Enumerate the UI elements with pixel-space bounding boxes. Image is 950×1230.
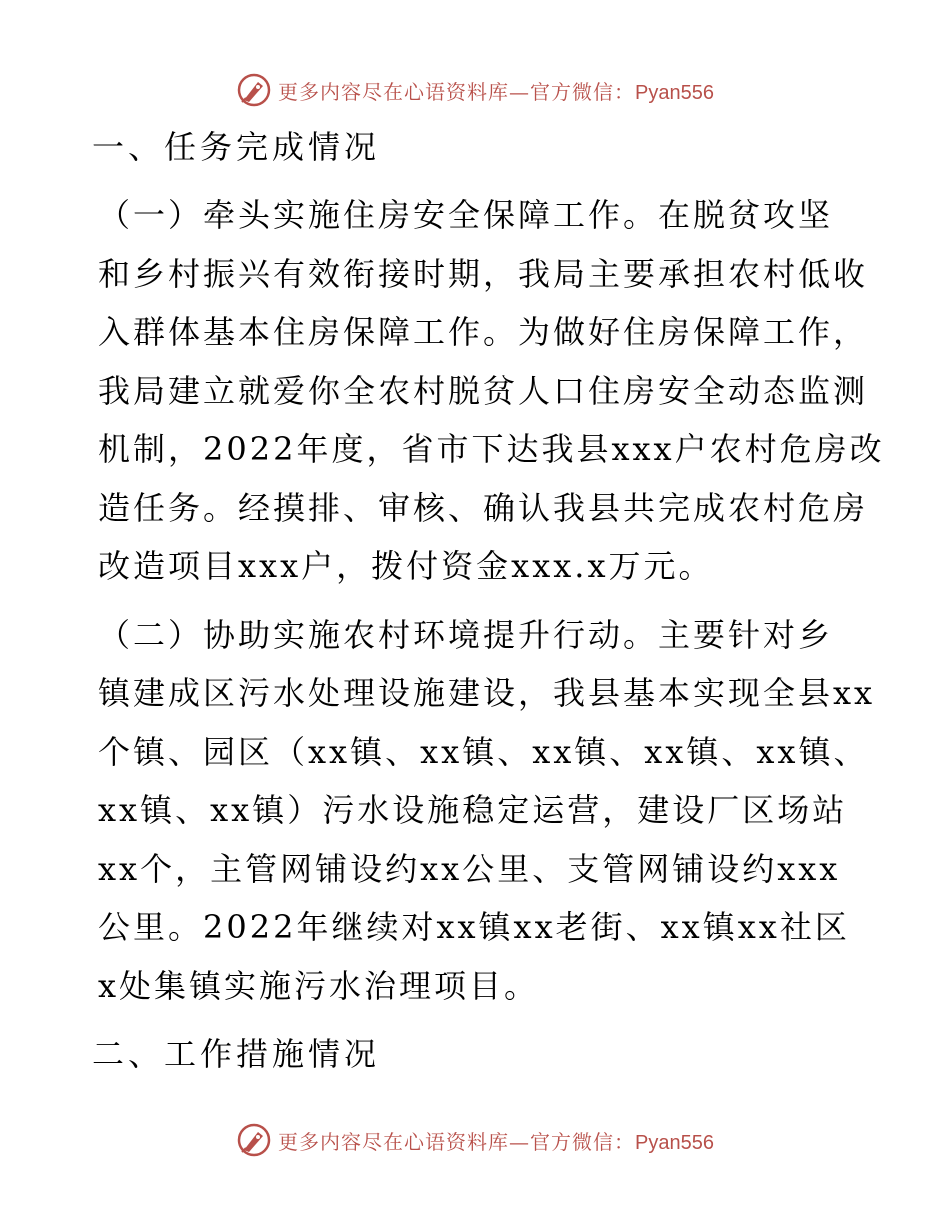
section-heading-1: 一、任务完成情况 <box>92 128 381 166</box>
paragraph-line: xx个，主管网铺设约xx公里、支管网铺设约xxx <box>98 849 841 888</box>
section-heading-2: 二、工作措施情况 <box>92 1035 381 1073</box>
header-watermark <box>0 70 950 110</box>
watermark-text: 更多内容尽在心语资料库—官方微信：Pyan556 <box>278 1129 714 1154</box>
paragraph-line: 入群体基本住房保障工作。为做好住房保障工作， <box>98 313 869 351</box>
paragraph-line: （一）牵头实施住房安全保障工作。在脱贫攻坚 <box>98 196 834 234</box>
footer-watermark <box>0 1120 950 1160</box>
paragraph-line: （二）协助实施农村环境提升行动。主要针对乡 <box>98 615 834 654</box>
paragraph-line: x处集镇实施污水治理项目。 <box>98 966 540 1005</box>
paragraph-line: 个镇、园区（xx镇、xx镇、xx镇、xx镇、xx镇、 <box>98 732 869 771</box>
paragraph-line: 我局建立就爱你全农村脱贫人口住房安全动态监测 <box>98 371 869 410</box>
paragraph-line: 镇建成区污水处理设施建设，我县基本实现全县xx <box>98 674 876 712</box>
document-body <box>92 118 885 1093</box>
paragraph-line: 改造项目xxx户，拨付资金xxx.x万元。 <box>98 547 714 585</box>
paragraph-line: xx镇、xx镇）污水设施稳定运营，建设厂区场站 <box>98 791 848 829</box>
paragraph-line: 公里。2022年继续对xx镇xx老街、xx镇xx社区 <box>98 908 850 946</box>
pen-nib-icon <box>236 72 272 108</box>
paragraph-2 <box>98 606 876 1016</box>
paragraph-line: 机制，2022年度，省市下达我县xxx户农村危房改 <box>98 430 885 468</box>
paragraph-line: 和乡村振兴有效衔接时期，我局主要承担农村低收 <box>98 254 869 293</box>
paragraph-line: 造任务。经摸排、审核、确认我县共完成农村危房 <box>98 488 869 527</box>
pen-nib-icon <box>236 1122 272 1158</box>
watermark-text: 更多内容尽在心语资料库—官方微信：Pyan556 <box>278 79 714 104</box>
paragraph-1 <box>98 186 885 596</box>
